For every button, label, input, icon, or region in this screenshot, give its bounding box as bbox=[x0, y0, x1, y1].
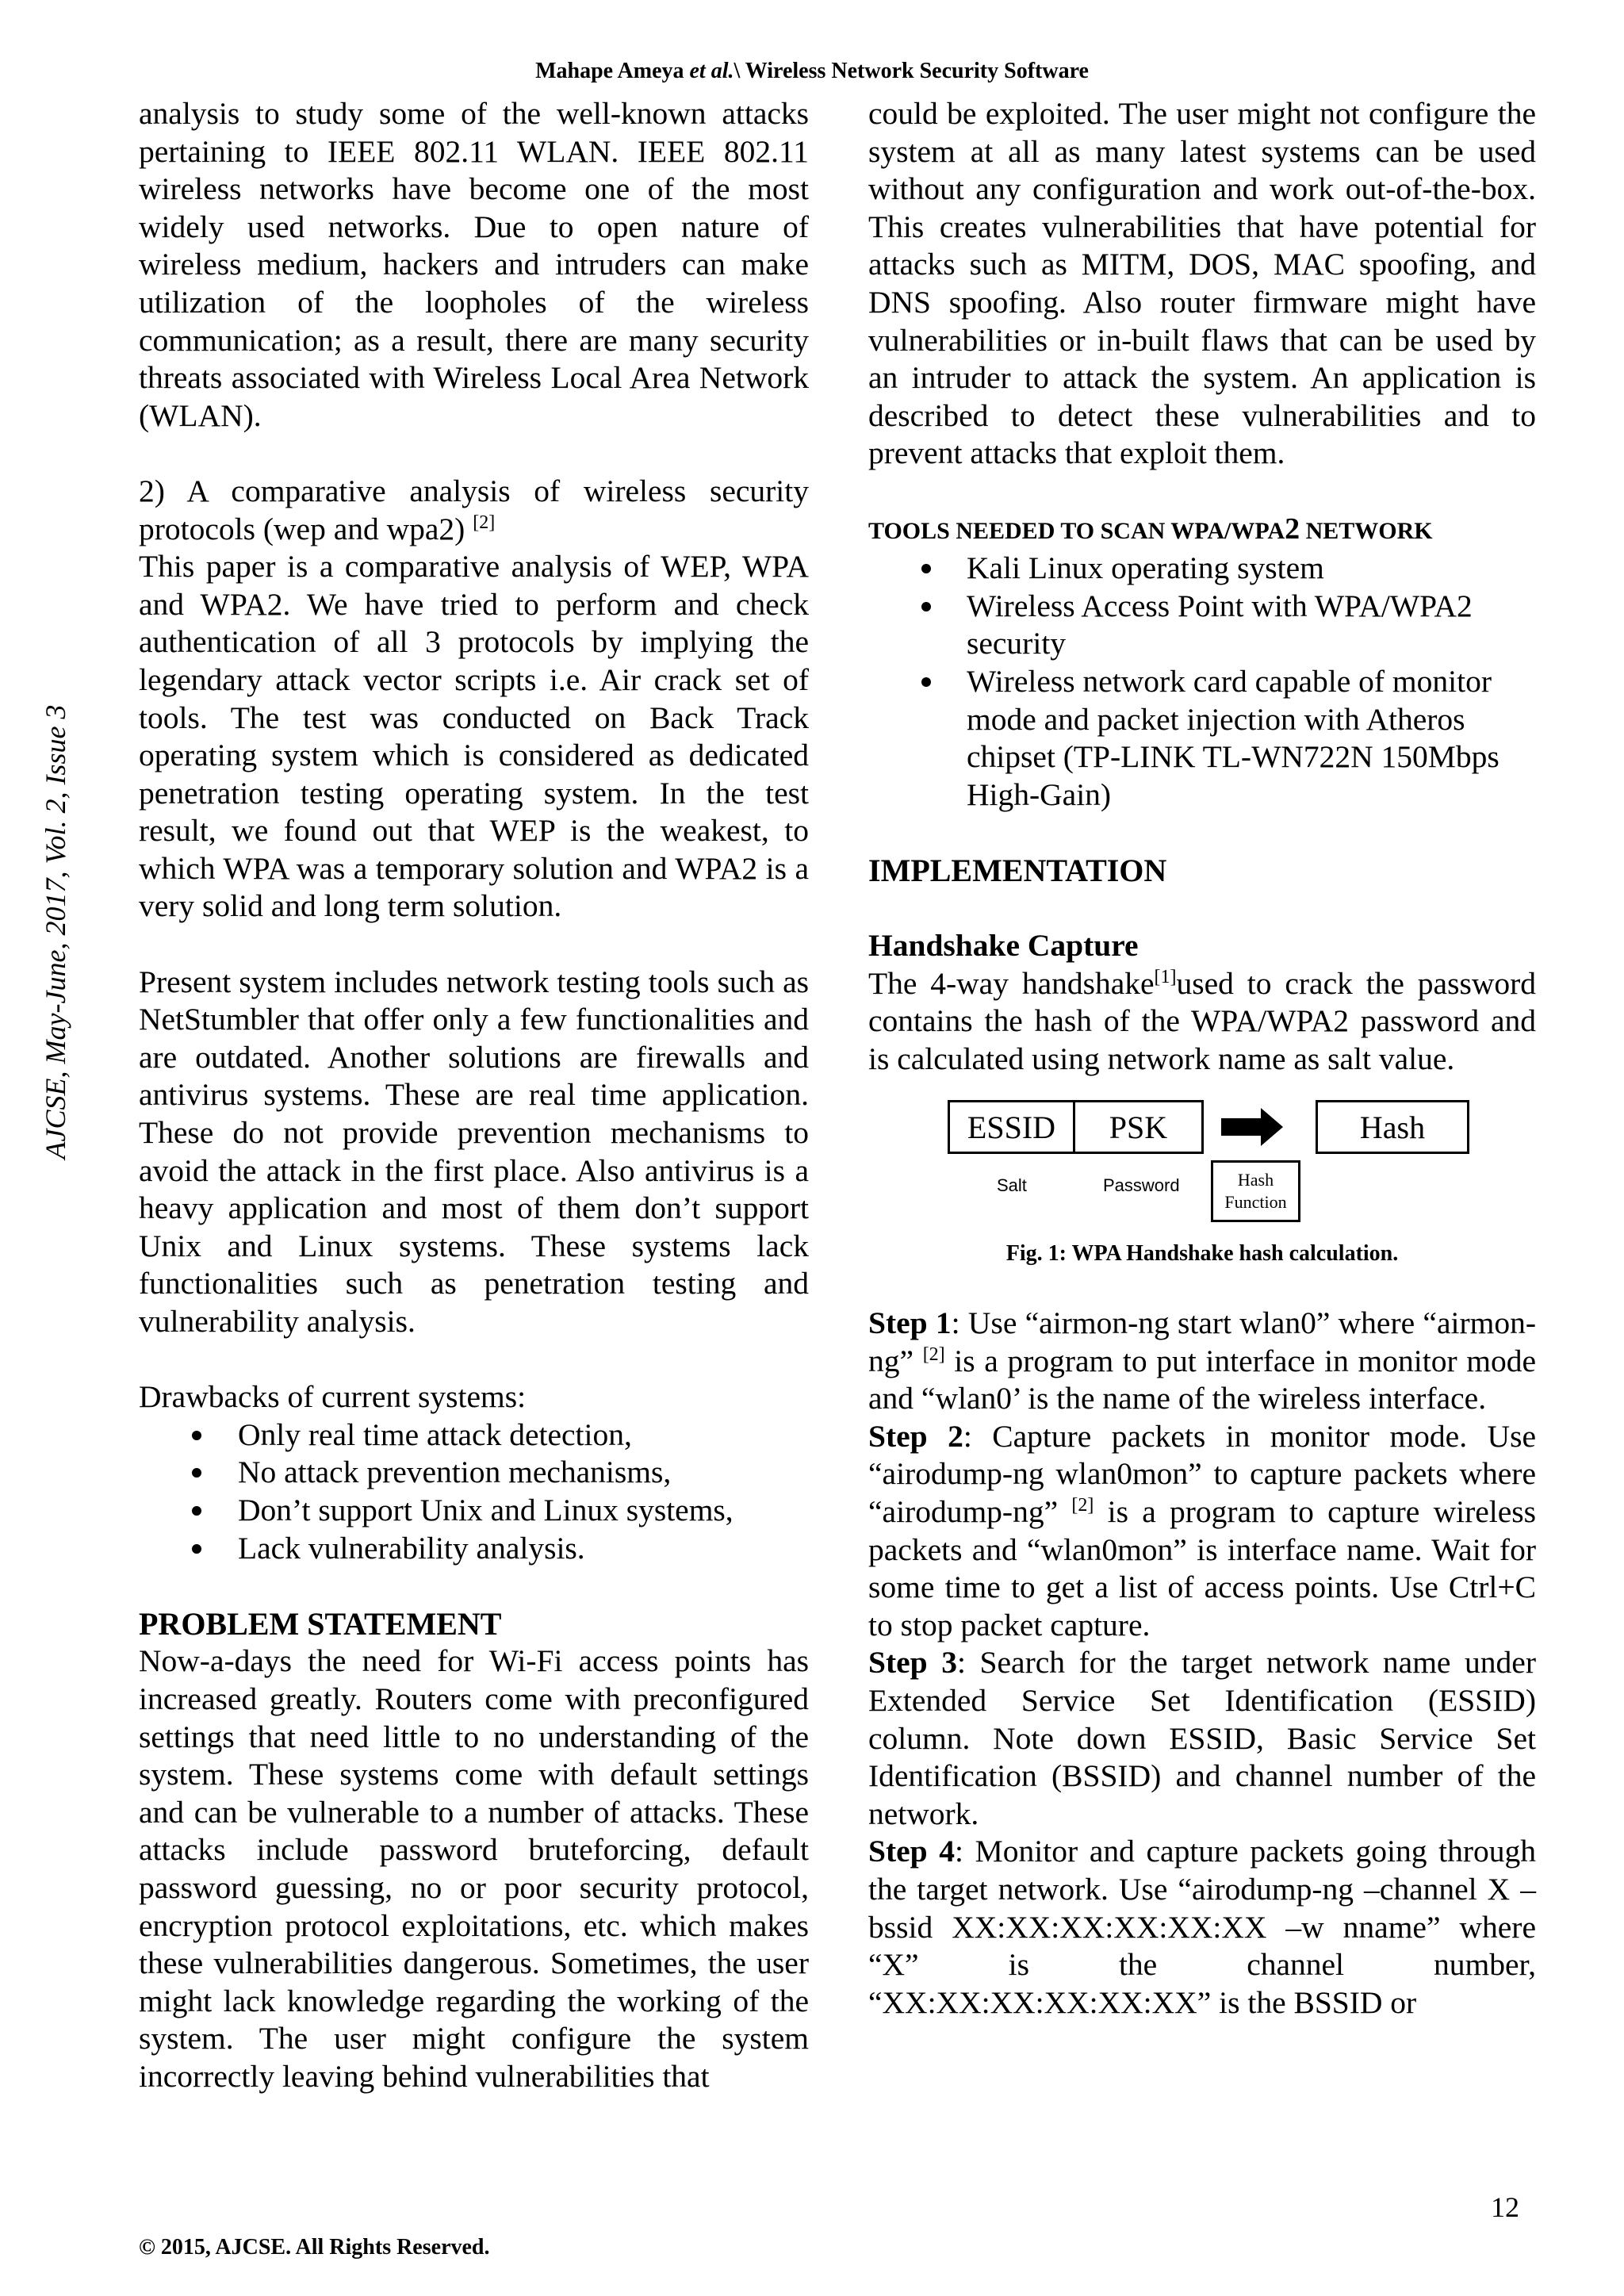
step-2 bbox=[868, 1418, 1536, 1645]
handshake-text-a: The 4-way handshake bbox=[868, 965, 1155, 1001]
header-title: \ Wireless Network Security Software bbox=[733, 59, 1089, 83]
step-4-text: : Monitor and capture packets going through the target network. Use “airodump-ng –channel X –bssid XX:XX:XX:XX:XX:XX –w nname” where “X” is the channel number, “XX:XX:XX:XX:XX:XX” is the BSSID or bbox=[868, 1834, 1537, 2020]
citation-ref: [2] bbox=[1071, 1494, 1094, 1516]
citation-ref: [1] bbox=[1154, 966, 1177, 987]
tools-list bbox=[868, 550, 1536, 814]
step-4 bbox=[868, 1833, 1536, 2022]
list-item: Lack vulnerability analysis. bbox=[139, 1530, 809, 1568]
salt-label: Salt bbox=[997, 1175, 1027, 1196]
right-paragraph-1: could be exploited. The user might not configure the system at all as many latest systems can be used without any configuration and work out-of-the-box. This creates vulnerabilities that have potential for attacks such as MITM, DOS, MAC spoofing, and DNS spoofing. Also router firmware might have vulnerabilities or in-built flaws that can be used by an intruder to attack the system. An application is described to detect these vulnerabilities and to prevent attacks that exploit them. bbox=[868, 96, 1536, 471]
related-work-2-body: This paper is a comparative analysis of WEP, WPA and WPA2. We have tried to perform and check authentication of all 3 protocols by implying the legendary attack vector scripts i.e. Air crack set of tools. The test was conducted on Back Track operating system which is considered as dedicated penetration testing operating system. In the test result, we found out that WEP is the weakest, to which WPA was a temporary solution and WPA2 is a very solid and long term solution. bbox=[139, 549, 809, 924]
tools-heading-two: 2 bbox=[1285, 512, 1300, 546]
essid-box: ESSID bbox=[948, 1100, 1075, 1154]
copyright-footer: © 2015, AJCSE. All Rights Reserved. bbox=[139, 2235, 490, 2260]
side-journal-text: AJCSE, May-June, 2017, Vol. 2, Issue 3 bbox=[40, 704, 71, 1159]
left-column bbox=[139, 95, 809, 2095]
list-item: Only real time attack detection, bbox=[139, 1416, 809, 1455]
step-3-text: : Search for the target network name under Extended Service Set Identification (ESSID) column. Note down ESSID, Basic Service Set Identification (BSSID) and channel number of the network. bbox=[868, 1645, 1536, 1831]
list-item: Wireless network card capable of monitor mode and packet injection with Atheros chipset (TP-LINK TL-WN722N 150Mbps High-Gain) bbox=[868, 663, 1536, 814]
hash-box: Hash bbox=[1316, 1100, 1469, 1154]
present-system-paragraph: Present system includes network testing tools such as NetStumbler that offer only a few functionalities and are outdated. Another solutions are firewalls and antivirus systems. These are real time application. These do not provide prevention mechanisms to avoid the attack in the first place. Also antivirus is a heavy application and most of them don’t support Unix and Linux systems. These systems lack functionalities such as penetration testing and vulnerability analysis. bbox=[139, 964, 809, 1339]
list-item: Kali Linux operating system bbox=[868, 550, 1536, 588]
left-paragraph-1: analysis to study some of the well-known attacks pertaining to IEEE 802.11 WLAN. IEEE 802.11 wireless networks have become one of the most widely used networks. Due to open nature of wireless medium, hackers and intruders can make utilization of the loopholes of the wireless communication; as a result, there are many security threats associated with Wireless Local Area Network (WLAN). bbox=[139, 96, 809, 433]
handshake-figure bbox=[868, 1100, 1536, 1235]
step-3-label: Step 3 bbox=[868, 1645, 957, 1681]
handshake-text-b: used to crack the password contains the hash of the WPA/WPA2 password and is calculated using network name as salt value. bbox=[868, 965, 1537, 1076]
password-label: Password bbox=[1103, 1175, 1180, 1196]
handshake-capture-heading: Handshake Capture bbox=[868, 928, 1139, 964]
step-2-text-a: : Capture packets in monitor mode. Use “airodump-ng wlan0mon” to capture packets where “airodump-ng” bbox=[868, 1418, 1536, 1529]
related-work-2-title-text: 2) A comparative analysis of wireless security protocols (wep and wpa2) bbox=[139, 473, 809, 546]
citation-ref: [2] bbox=[922, 1343, 945, 1365]
step-2-text-b: is a program to capture wireless packets and “wlan0mon” is interface name. Wait for some time to get a list of access points. Use Ctrl+C to stop packet capture. bbox=[868, 1494, 1537, 1642]
drawbacks-list bbox=[139, 1416, 809, 1567]
hash-function-box bbox=[1211, 1160, 1300, 1222]
tools-heading-text: TOOLS NEEDED TO SCAN WPA/WPA bbox=[868, 517, 1285, 544]
page-number: 12 bbox=[1491, 2191, 1519, 2223]
running-header bbox=[0, 59, 1624, 84]
hash-function-line-2: Function bbox=[1224, 1192, 1287, 1213]
step-4-label: Step 4 bbox=[868, 1834, 956, 1869]
step-1-text-a: : Use “airmon-ng start wlan0” where “airmon-ng” bbox=[868, 1305, 1537, 1378]
figure-caption: Fig. 1: WPA Handshake hash calculation. bbox=[1005, 1241, 1399, 1267]
right-column bbox=[868, 95, 1536, 2022]
list-item: Wireless Access Point with WPA/WPA2 security bbox=[868, 588, 1536, 663]
citation-ref: [2] bbox=[473, 512, 496, 533]
header-etal: et al. bbox=[689, 59, 734, 83]
step-1-text-b: is a program to put interface in monitor mode and “wlan0’ is the name of the wireless interface. bbox=[868, 1343, 1536, 1416]
problem-statement-text: Now-a-days the need for Wi-Fi access points has increased greatly. Routers come with preconfigured settings that need little to no understanding of the system. These systems come with default settings and can be vulnerable to a number of attacks. These attacks include password bruteforcing, default password guessing, no or poor security protocol, encryption protocol exploitations, etc. which makes these vulnerabilities dangerous. Sometimes, the user might lack knowledge regarding the working of the system. The user might configure the system incorrectly leaving behind vulnerabilities that bbox=[139, 1643, 809, 2094]
list-item: No attack prevention mechanisms, bbox=[139, 1454, 809, 1492]
psk-box: PSK bbox=[1073, 1100, 1204, 1154]
implementation-heading: IMPLEMENTATION bbox=[868, 852, 1167, 888]
handshake-paragraph bbox=[868, 965, 1536, 1079]
related-work-2-title bbox=[139, 473, 809, 548]
arrow-right-icon bbox=[1221, 1106, 1285, 1148]
step-3 bbox=[868, 1644, 1536, 1833]
tools-heading bbox=[868, 511, 1536, 550]
step-1-label: Step 1 bbox=[868, 1305, 952, 1341]
tools-heading-tail: NETWORK bbox=[1300, 517, 1433, 544]
drawbacks-title: Drawbacks of current systems: bbox=[139, 1379, 527, 1415]
step-1 bbox=[868, 1305, 1536, 1418]
hash-function-line-1: Hash bbox=[1237, 1170, 1274, 1190]
problem-statement-heading: PROBLEM STATEMENT bbox=[139, 1605, 502, 1642]
step-2-label: Step 2 bbox=[868, 1418, 963, 1454]
header-author: Mahape Ameya bbox=[535, 59, 684, 83]
list-item: Don’t support Unix and Linux systems, bbox=[139, 1492, 809, 1530]
